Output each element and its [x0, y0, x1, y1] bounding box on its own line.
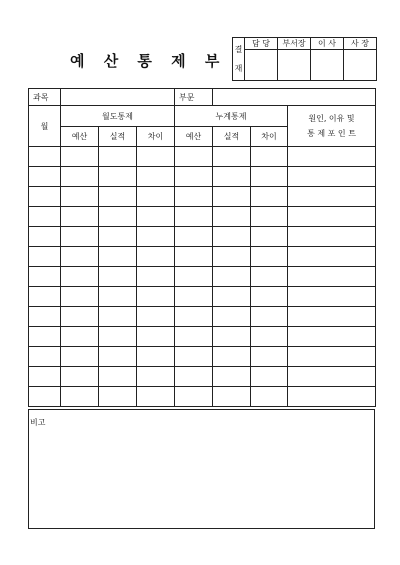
table-row — [29, 207, 376, 227]
table-cell[interactable] — [61, 207, 99, 227]
document-title: 예 산 통 제 부 — [70, 52, 227, 70]
approval-box — [232, 37, 377, 81]
table-cell[interactable] — [61, 307, 99, 327]
table-cell[interactable] — [29, 327, 61, 347]
dept-label: 부문 — [175, 89, 213, 106]
table-cell[interactable] — [29, 387, 61, 407]
table-cell[interactable] — [213, 367, 251, 387]
table-cell[interactable] — [175, 287, 213, 307]
approval-header-dept-head: 부서장 — [278, 38, 311, 50]
monthly-budget-header: 예산 — [61, 127, 99, 147]
table-cell[interactable] — [61, 167, 99, 187]
table-row — [29, 147, 376, 167]
table-cell[interactable] — [251, 267, 288, 287]
table-cell[interactable] — [61, 327, 99, 347]
remarks-box[interactable] — [28, 409, 375, 529]
table-cell[interactable] — [251, 347, 288, 367]
table-cell[interactable] — [99, 187, 137, 207]
cumulative-diff-header: 차이 — [251, 127, 288, 147]
approval-sign-box[interactable] — [344, 50, 377, 81]
table-cell[interactable] — [61, 287, 99, 307]
approval-header-manager: 담 당 — [245, 38, 278, 50]
table-cell[interactable] — [251, 247, 288, 267]
table-cell[interactable] — [137, 167, 175, 187]
table-cell[interactable] — [213, 247, 251, 267]
table-cell[interactable] — [61, 227, 99, 247]
table-cell[interactable] — [251, 187, 288, 207]
table-cell[interactable] — [175, 327, 213, 347]
table-row — [29, 387, 376, 407]
table-cell[interactable] — [251, 387, 288, 407]
table-cell[interactable] — [29, 307, 61, 327]
table-cell[interactable] — [213, 347, 251, 367]
table-cell[interactable] — [213, 227, 251, 247]
table-cell[interactable] — [137, 287, 175, 307]
table-row — [29, 287, 376, 307]
subject-label: 과목 — [29, 89, 61, 106]
subject-field[interactable] — [61, 89, 175, 106]
table-cell[interactable] — [251, 207, 288, 227]
table-cell[interactable] — [29, 147, 61, 167]
table-cell[interactable] — [61, 247, 99, 267]
table-cell[interactable] — [213, 267, 251, 287]
table-cell[interactable] — [251, 147, 288, 167]
table-cell[interactable] — [288, 207, 376, 227]
table-cell[interactable] — [175, 167, 213, 187]
table-cell[interactable] — [137, 387, 175, 407]
table-row — [29, 267, 376, 287]
table-row — [29, 307, 376, 327]
table-cell[interactable] — [175, 367, 213, 387]
table-cell[interactable] — [251, 167, 288, 187]
table-cell[interactable] — [29, 247, 61, 267]
table-cell[interactable] — [175, 187, 213, 207]
table-cell[interactable] — [99, 327, 137, 347]
table-cell[interactable] — [99, 247, 137, 267]
table-cell[interactable] — [213, 187, 251, 207]
table-cell[interactable] — [137, 247, 175, 267]
table-cell[interactable] — [175, 387, 213, 407]
monthly-control-header: 월도통제 — [61, 106, 175, 127]
table-cell[interactable] — [288, 347, 376, 367]
table-cell[interactable] — [175, 247, 213, 267]
cumulative-control-header: 누계통제 — [175, 106, 288, 127]
table-cell[interactable] — [99, 167, 137, 187]
table-cell[interactable] — [137, 307, 175, 327]
table-cell[interactable] — [137, 187, 175, 207]
table-cell[interactable] — [251, 327, 288, 347]
table-cell[interactable] — [61, 367, 99, 387]
table-row — [29, 167, 376, 187]
reason-header: 원인, 이유 및 통 제 포 인 트 — [288, 106, 376, 147]
table-cell[interactable] — [29, 167, 61, 187]
table-cell[interactable] — [288, 387, 376, 407]
table-cell[interactable] — [213, 387, 251, 407]
cumulative-actual-header: 실적 — [213, 127, 251, 147]
table-row — [29, 327, 376, 347]
table-cell[interactable] — [288, 247, 376, 267]
table-cell[interactable] — [288, 367, 376, 387]
table-cell[interactable] — [288, 327, 376, 347]
table-cell[interactable] — [251, 307, 288, 327]
table-cell[interactable] — [29, 227, 61, 247]
table-cell[interactable] — [61, 147, 99, 167]
table-cell[interactable] — [288, 287, 376, 307]
table-cell[interactable] — [251, 287, 288, 307]
table-cell[interactable] — [99, 227, 137, 247]
table-cell[interactable] — [99, 347, 137, 367]
table-cell[interactable] — [213, 167, 251, 187]
table-cell[interactable] — [137, 227, 175, 247]
table-cell[interactable] — [29, 367, 61, 387]
table-cell[interactable] — [288, 167, 376, 187]
table-row — [29, 347, 376, 367]
table-cell[interactable] — [99, 207, 137, 227]
table-cell[interactable] — [61, 347, 99, 367]
table-row — [29, 227, 376, 247]
monthly-diff-header: 차이 — [137, 127, 175, 147]
table-cell[interactable] — [29, 187, 61, 207]
table-cell[interactable] — [29, 287, 61, 307]
budget-table — [28, 88, 376, 407]
approval-header-president: 사 장 — [344, 38, 377, 50]
table-cell[interactable] — [99, 387, 137, 407]
table-cell[interactable] — [175, 147, 213, 167]
table-cell[interactable] — [99, 267, 137, 287]
monthly-actual-header: 실적 — [99, 127, 137, 147]
table-cell[interactable] — [99, 367, 137, 387]
table-cell[interactable] — [175, 207, 213, 227]
approval-sign-box[interactable] — [278, 50, 311, 81]
table-cell[interactable] — [288, 147, 376, 167]
table-cell[interactable] — [288, 267, 376, 287]
table-cell[interactable] — [99, 147, 137, 167]
table-cell[interactable] — [175, 347, 213, 367]
table-cell[interactable] — [213, 207, 251, 227]
table-cell[interactable] — [213, 307, 251, 327]
entry-rows — [29, 147, 376, 407]
approval-sign-box[interactable] — [311, 50, 344, 81]
table-cell[interactable] — [137, 267, 175, 287]
table-cell[interactable] — [137, 147, 175, 167]
approval-sign-box[interactable] — [245, 50, 278, 81]
table-cell[interactable] — [288, 227, 376, 247]
table-cell[interactable] — [213, 327, 251, 347]
table-cell[interactable] — [137, 207, 175, 227]
table-cell[interactable] — [61, 187, 99, 207]
table-cell[interactable] — [175, 267, 213, 287]
table-row — [29, 247, 376, 267]
table-cell[interactable] — [175, 227, 213, 247]
table-cell[interactable] — [137, 327, 175, 347]
table-cell[interactable] — [251, 367, 288, 387]
approval-side-label: 결 재 — [233, 38, 245, 81]
table-row — [29, 367, 376, 387]
table-cell[interactable] — [99, 287, 137, 307]
table-cell[interactable] — [29, 267, 61, 287]
month-label: 월 — [29, 106, 61, 147]
table-cell[interactable] — [288, 307, 376, 327]
cumulative-budget-header: 예산 — [175, 127, 213, 147]
table-cell[interactable] — [288, 187, 376, 207]
table-cell[interactable] — [213, 147, 251, 167]
table-cell[interactable] — [251, 227, 288, 247]
table-cell[interactable] — [99, 307, 137, 327]
table-cell[interactable] — [29, 347, 61, 367]
remarks-label: 비고 — [30, 418, 46, 427]
table-row — [29, 187, 376, 207]
table-cell[interactable] — [137, 367, 175, 387]
approval-header-director: 이 사 — [311, 38, 344, 50]
table-cell[interactable] — [29, 207, 61, 227]
table-cell[interactable] — [137, 347, 175, 367]
table-cell[interactable] — [61, 387, 99, 407]
table-cell[interactable] — [175, 307, 213, 327]
table-cell[interactable] — [213, 287, 251, 307]
dept-field[interactable] — [213, 89, 376, 106]
table-cell[interactable] — [61, 267, 99, 287]
